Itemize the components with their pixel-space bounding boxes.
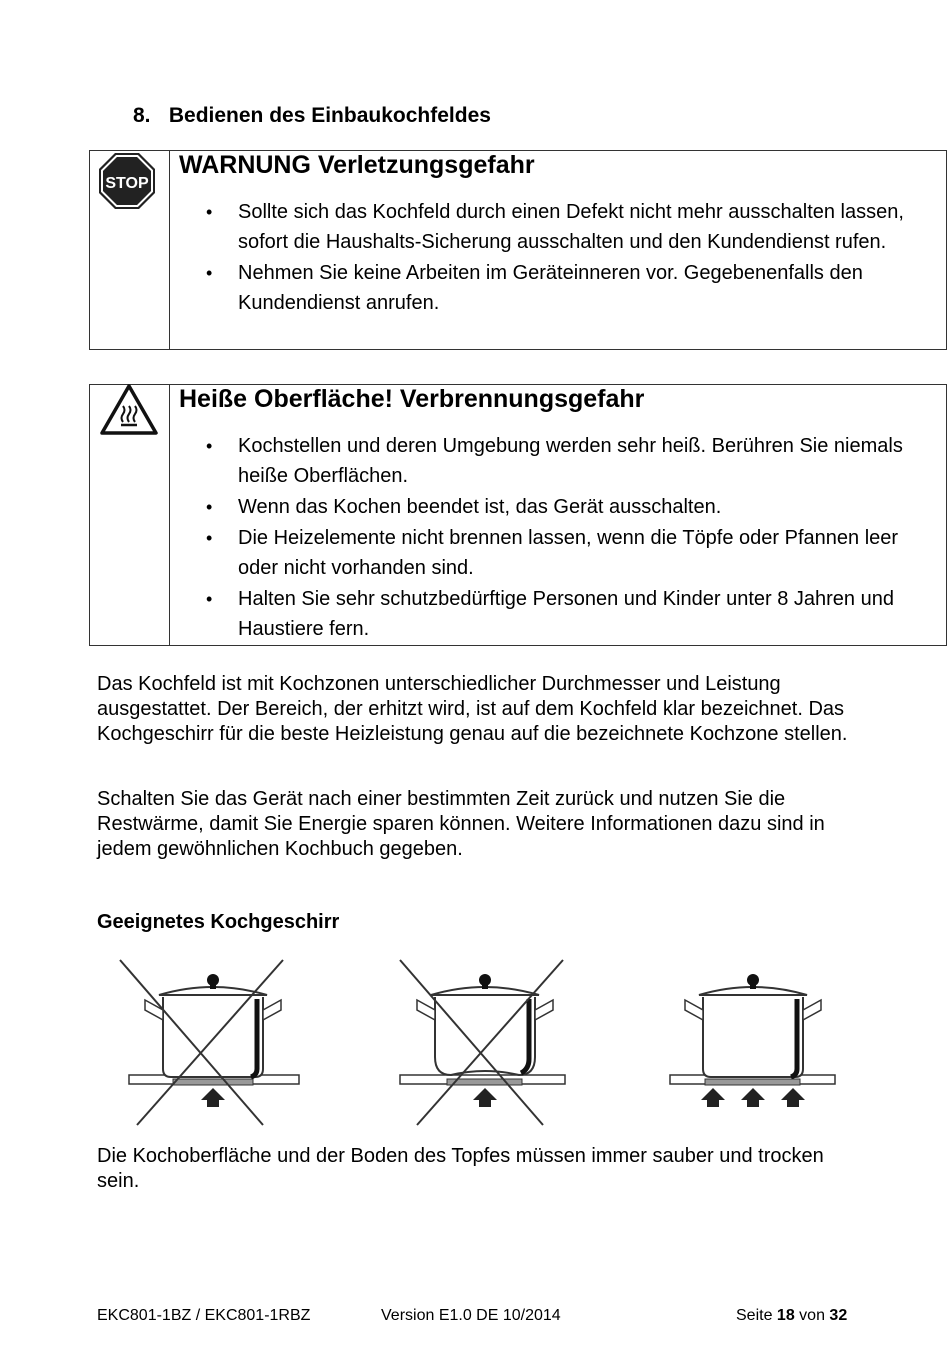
body-paragraph: Die Kochoberfläche und der Boden des Topfes müssen immer sauber und trocken sein. — [97, 1145, 824, 1192]
footer-page-total: 32 — [829, 1307, 848, 1324]
warning-item: • Die Heizelemente nicht brennen lassen, wenn die Töpfe oder Pfannen leer oder nicht vorhanden sind. — [196, 523, 926, 583]
warning-item: • Wenn das Kochen beendet ist, das Gerät ausschalten. — [196, 492, 926, 522]
stop-sign-icon — [97, 151, 157, 211]
warning-box-burn — [89, 384, 947, 646]
hot-surface-warning-icon — [99, 383, 159, 437]
footer-page-current: 18 — [776, 1307, 795, 1324]
body-paragraph: Das Kochfeld ist mit Kochzonen unterschiedlicher Durchmesser und Leistung ausgestattet. Der Bereich, der erhitzt wird, ist auf dem Kochfeld klar bezeichnet. Das Kochgeschirr für die beste Heizleistung genau auf die bezeichnete Kochzone stellen. — [97, 673, 848, 745]
pot-correct-fit-icon — [665, 955, 840, 1130]
warning-item: • Kochstellen und deren Umgebung werden sehr heiß. Berühren Sie niemals heiße Oberflächen. — [196, 431, 926, 491]
warning-list — [196, 431, 926, 645]
warning-title: Heiße Oberfläche! Verbrennungsgefahr — [179, 385, 645, 413]
warning-item: • Nehmen Sie keine Arbeiten im Geräteinneren vor. Gegebenenfalls den Kundendienst anrufen. — [196, 258, 926, 318]
footer-version: Version E1.0 DE 10/2014 — [381, 1307, 561, 1324]
footer-page-number: Seite 18 von 32 — [736, 1307, 848, 1324]
section-title: Bedienen des Einbaukochfeldes — [168, 104, 491, 127]
stop-sign-text: STOP — [105, 175, 149, 192]
pot-uneven-base-crossed-icon — [395, 955, 570, 1130]
section-heading — [133, 104, 491, 128]
warning-item: • Sollte sich das Kochfeld durch einen Defekt nicht mehr ausschalten lassen, sofort die Haushalts-Sicherung ausschalten und den Kundendienst rufen. — [196, 197, 926, 257]
warning-list — [196, 197, 926, 319]
body-paragraph: Schalten Sie das Gerät nach einer bestimmten Zeit zurück und nutzen Sie die Restwärme, damit Sie Energie sparen können. Weitere Informationen dazu sind in jedem gewöhnlichen Kochbuch gegeben. — [97, 788, 825, 860]
warning-item: • Halten Sie sehr schutzbedürftige Personen und Kinder unter 8 Jahren und Haustiere fern. — [196, 584, 926, 644]
section-number: 8. — [133, 104, 151, 127]
subheading-cookware: Geeignetes Kochgeschirr — [97, 911, 340, 933]
pot-on-smaller-zone-crossed-icon — [115, 955, 305, 1130]
footer-model: EKC801-1BZ / EKC801-1RBZ — [97, 1307, 311, 1324]
warning-box-injury — [89, 150, 947, 350]
warning-title: WARNUNG Verletzungsgefahr — [179, 151, 535, 179]
